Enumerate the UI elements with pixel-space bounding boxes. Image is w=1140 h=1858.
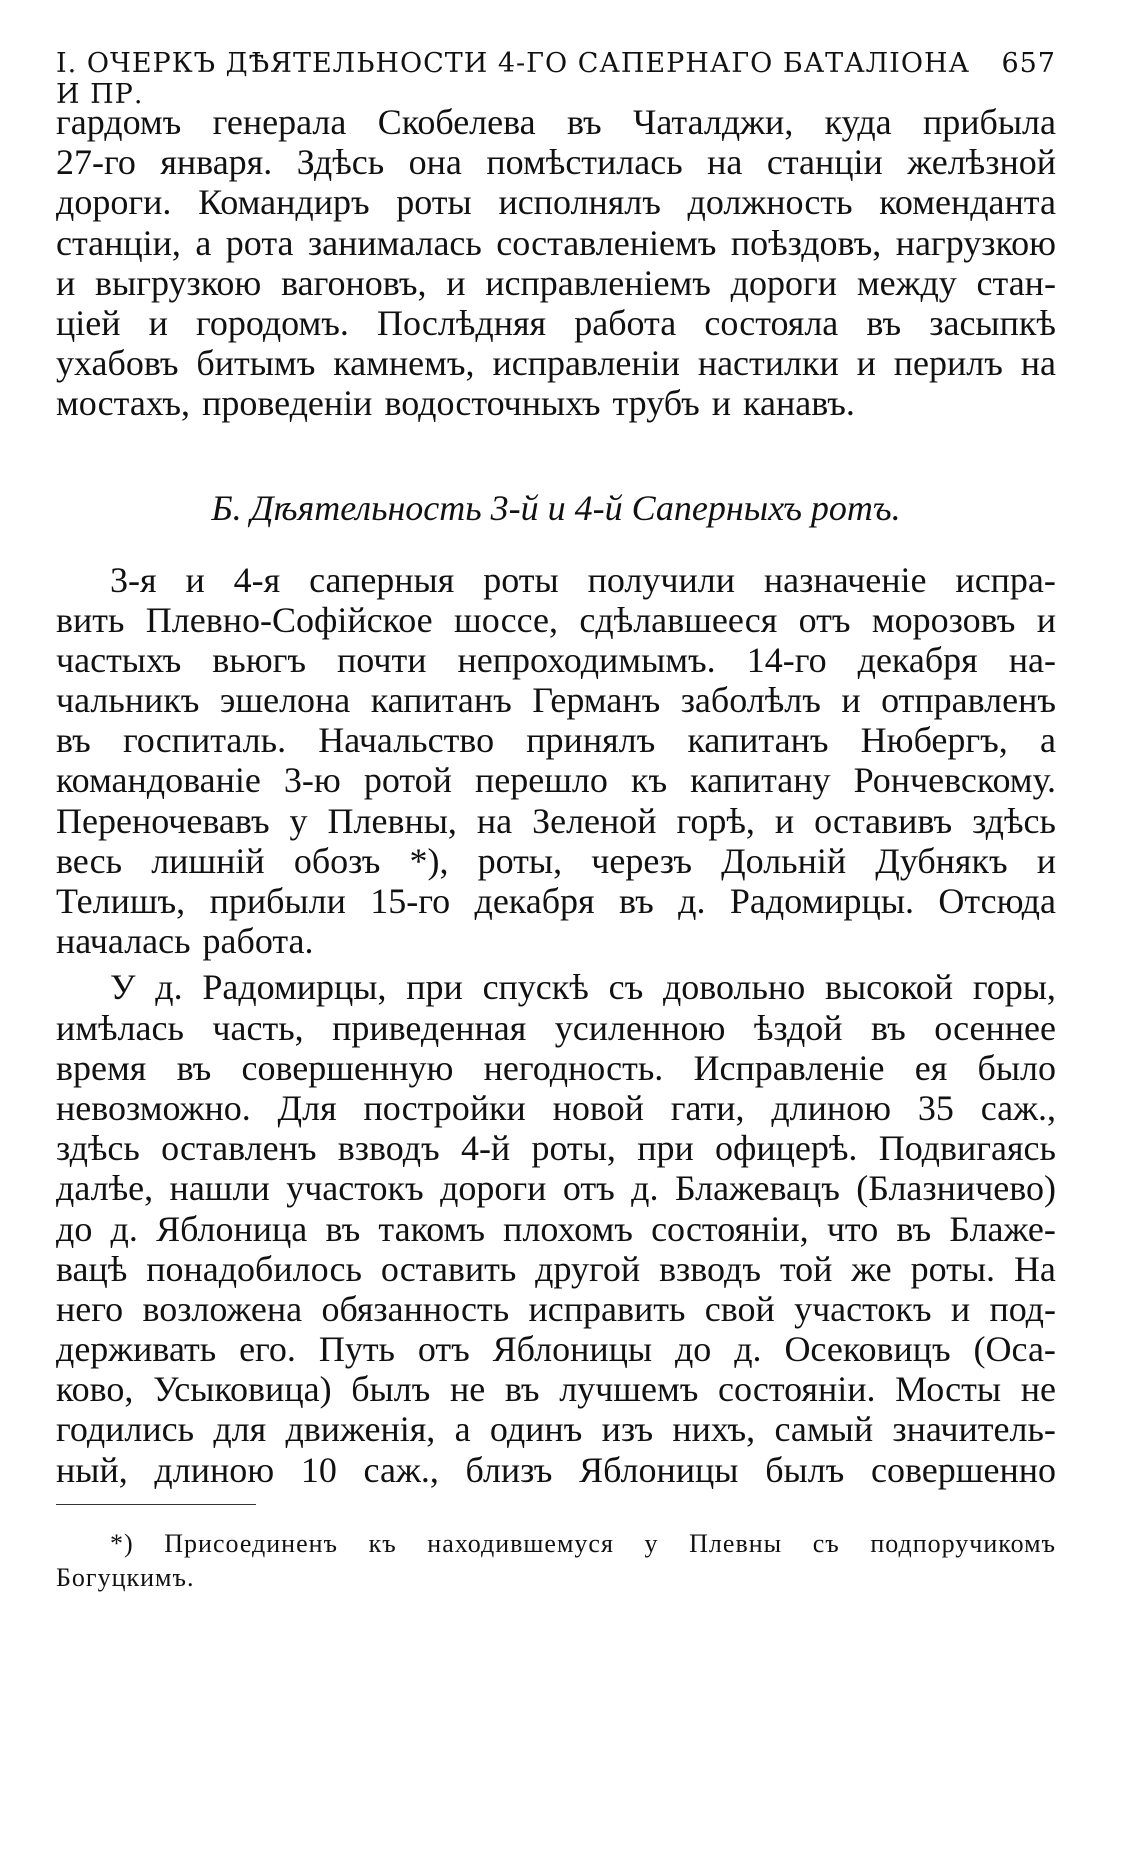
text-line	[56, 1527, 1056, 1561]
word: ея	[914, 1047, 948, 1088]
word: и	[185, 559, 205, 600]
word: настилки	[697, 343, 839, 384]
word: Яблоницы	[579, 1449, 739, 1490]
word: Путь	[318, 1329, 395, 1370]
text-line	[56, 142, 1056, 182]
text-line	[56, 881, 1056, 921]
word: не	[1020, 1369, 1056, 1410]
word: и	[148, 302, 168, 343]
word: капитанъ	[687, 720, 829, 761]
word: Зеленой	[532, 800, 657, 841]
footnote	[56, 1527, 1056, 1595]
word: съ	[608, 967, 644, 1008]
word: Командиръ	[198, 182, 370, 223]
word: той	[779, 1248, 833, 1289]
word: отъ	[798, 599, 851, 640]
word: и	[950, 1288, 971, 1329]
word: приведенная	[332, 1007, 527, 1048]
word: Германъ	[532, 680, 661, 721]
word: исполнялъ	[498, 182, 661, 223]
word: января.	[160, 142, 273, 183]
word: 3-я	[110, 559, 157, 600]
word: ный,	[56, 1449, 128, 1490]
running-head	[56, 48, 1056, 110]
text-line	[56, 1450, 1056, 1490]
word: и	[774, 800, 795, 841]
word: роты	[396, 182, 472, 223]
word: Плевно-Софійское	[145, 599, 433, 640]
word: д.	[631, 1168, 659, 1209]
word: его.	[239, 1329, 296, 1370]
text-line	[56, 1168, 1056, 1208]
word: же	[851, 1248, 892, 1289]
word: на-	[1008, 639, 1056, 680]
word: находившемуся	[427, 1528, 614, 1558]
text-line	[56, 1088, 1056, 1128]
word: ротой	[363, 760, 452, 801]
word: черезъ	[591, 840, 692, 881]
word: исправленіемъ	[485, 262, 711, 303]
word: взводъ	[337, 1128, 440, 1169]
word: длиною	[771, 1087, 892, 1128]
text-line	[56, 223, 1056, 263]
word: въ	[866, 302, 902, 343]
word: въ	[56, 720, 91, 761]
word: Дубнякъ	[875, 840, 1008, 881]
word: Чаталджи,	[632, 102, 794, 142]
word: вагоновъ,	[281, 262, 427, 303]
word: годились	[56, 1409, 195, 1450]
page-number: 657	[1001, 48, 1056, 79]
text-line	[56, 343, 1056, 383]
word: занималась	[307, 222, 482, 263]
word: стан-	[976, 262, 1056, 303]
word: началась	[56, 921, 191, 962]
word: для	[213, 1409, 267, 1450]
word: совершенно	[871, 1449, 1056, 1490]
word: новой	[552, 1087, 644, 1128]
word: усиленною	[554, 1007, 726, 1048]
word: спускѣ	[482, 967, 589, 1008]
word: исправленіи	[492, 343, 680, 384]
word: не	[449, 1369, 486, 1410]
word: отъ	[562, 1168, 615, 1209]
word: декабря	[474, 881, 595, 921]
word: шоссе,	[454, 599, 558, 640]
word: время	[56, 1047, 147, 1088]
word: роты,	[531, 1128, 616, 1169]
word: лишній	[151, 840, 265, 881]
text-line	[56, 967, 1056, 1007]
word: возложена	[142, 1288, 303, 1329]
word: а	[454, 1409, 471, 1450]
word: Отсюда	[938, 881, 1056, 921]
word: Радомирцы.	[729, 881, 915, 921]
text-line	[56, 1289, 1056, 1329]
word: между	[856, 262, 957, 303]
word: Яблоница	[156, 1208, 308, 1249]
word: дороги.	[56, 182, 172, 223]
word: на	[476, 800, 513, 841]
word: и	[56, 262, 76, 303]
word: у	[644, 1528, 659, 1558]
word: участокъ	[286, 1168, 424, 1209]
word: близъ	[465, 1449, 553, 1490]
word: водосточныхъ	[384, 383, 601, 424]
word: работа	[574, 302, 677, 343]
text-line	[56, 921, 1056, 961]
word: другой	[535, 1248, 641, 1289]
word: вить	[56, 599, 125, 640]
word: Мосты	[895, 1369, 1002, 1410]
word: на	[707, 142, 743, 183]
word: негодность.	[483, 1047, 664, 1088]
word: чальникъ	[56, 680, 200, 721]
word: станціи,	[56, 222, 181, 263]
word: частыхъ	[56, 639, 182, 680]
word: перешло	[474, 760, 608, 801]
text-line	[56, 801, 1056, 841]
word: под-	[989, 1288, 1056, 1329]
word: (Блазничево)	[856, 1168, 1056, 1209]
text-line	[56, 1249, 1056, 1289]
word: Осековицъ	[784, 1329, 951, 1370]
word: трубъ	[612, 383, 700, 424]
word: совершенную	[241, 1047, 454, 1088]
word: *),	[409, 840, 449, 881]
word: У	[110, 967, 136, 1008]
word: *)	[110, 1528, 134, 1558]
word: оставить	[380, 1248, 517, 1289]
word: Усыковица)	[153, 1369, 332, 1410]
word: самый	[774, 1409, 874, 1450]
text-line	[56, 560, 1056, 600]
word: взводъ	[659, 1248, 761, 1289]
word: эшелона	[219, 680, 351, 721]
word: д.	[155, 967, 183, 1008]
word: Дольній	[721, 840, 847, 881]
word: испра-	[955, 559, 1056, 600]
word: назначеніе	[763, 559, 927, 600]
word: составленіемъ	[496, 222, 717, 263]
word: мостахъ,	[56, 383, 191, 424]
word: былъ	[351, 1369, 431, 1410]
word: до	[674, 1329, 712, 1370]
word: роты,	[477, 840, 563, 881]
text-line	[56, 303, 1056, 343]
word: Здѣсь	[296, 142, 385, 183]
word: Плевны,	[327, 800, 457, 841]
word: перилъ	[893, 343, 1003, 384]
word: (Оса-	[973, 1329, 1056, 1370]
word: Для	[277, 1087, 337, 1128]
text-line	[56, 1128, 1056, 1168]
word: д.	[110, 1208, 138, 1249]
text-line	[56, 1329, 1056, 1369]
word: госпиталь.	[122, 720, 287, 761]
word: морозовъ	[871, 599, 1016, 640]
word: городомъ.	[196, 302, 349, 343]
word: Богуцкимъ.	[56, 1562, 195, 1592]
word: одинъ	[489, 1409, 583, 1450]
word: въ	[896, 1208, 932, 1249]
word: и	[711, 383, 732, 424]
word: состояла	[704, 302, 839, 343]
word: получили	[587, 559, 735, 600]
word: камнемъ,	[333, 343, 475, 384]
word: поѣздовъ,	[730, 222, 882, 263]
word: невозможно.	[56, 1087, 251, 1128]
word: Нюбергъ,	[860, 720, 1008, 761]
section-heading: Б. Дѣятельность 3-й и 4-й Саперныхъ ротъ.	[211, 487, 901, 528]
word: Блажевацъ	[674, 1168, 840, 1209]
word: ціей	[56, 302, 121, 343]
word: Яблоницы	[492, 1329, 653, 1370]
word: въ	[325, 1208, 361, 1249]
word: 3-ю	[283, 760, 341, 801]
word: отправленъ	[881, 680, 1056, 721]
word: офицерѣ.	[715, 1128, 858, 1169]
word: дороги	[440, 1168, 547, 1209]
word: вацѣ	[56, 1248, 128, 1289]
running-head-title: I. ОЧЕРКЪ ДѢЯТЕЛЬНОСТИ 4-ГО САПЕРНАГО БАТАЛІОНА И ПР.	[56, 48, 970, 110]
word: сдѣлавшееся	[579, 599, 778, 640]
word: исправить	[528, 1288, 686, 1329]
book-page	[56, 48, 1056, 1595]
word: Плевны	[689, 1528, 783, 1558]
word: выгрузкою	[95, 262, 262, 303]
word: саж.,	[980, 1087, 1056, 1128]
word: ково,	[56, 1369, 134, 1410]
word: прибыли	[209, 881, 346, 921]
word: куда	[824, 102, 892, 142]
word: свой	[704, 1288, 775, 1329]
word: засыпкѣ	[929, 302, 1056, 343]
word: къ	[368, 1528, 397, 1558]
text-line	[56, 263, 1056, 303]
word: 4-й	[460, 1128, 511, 1169]
word: коменданта	[879, 182, 1056, 223]
word: Скобелева	[377, 102, 536, 142]
text-line	[56, 1008, 1056, 1048]
word: 35	[917, 1087, 954, 1128]
word: 27-го	[56, 142, 136, 183]
word: Подвигаясь	[878, 1128, 1056, 1169]
word: Телишъ,	[56, 881, 186, 921]
word: обязанность	[321, 1288, 510, 1329]
word: съ	[812, 1528, 840, 1558]
word: 15-го	[370, 881, 451, 921]
word: капитанъ	[370, 680, 512, 721]
text-line	[56, 720, 1056, 760]
word: держивать	[56, 1329, 217, 1370]
text-line	[56, 182, 1056, 222]
word: что	[826, 1208, 879, 1249]
word: оставивъ	[814, 800, 953, 841]
word: битымъ	[196, 343, 316, 384]
paragraph-3	[56, 967, 1056, 1489]
word: генерала	[212, 102, 347, 142]
word: гардомъ	[56, 102, 182, 142]
word: здѣсь	[56, 1128, 140, 1169]
word: непроходимымъ.	[457, 639, 716, 680]
paragraph-1	[56, 102, 1056, 424]
word: въ	[176, 1047, 212, 1088]
word: осеннее	[934, 1007, 1056, 1048]
word: помѣстилась	[486, 142, 683, 183]
word: заболѣлъ	[680, 680, 821, 721]
word: и	[841, 680, 861, 721]
word: должность	[687, 182, 853, 223]
word: Рончевскому.	[853, 760, 1056, 801]
text-line	[56, 1209, 1056, 1249]
word: постройки	[363, 1087, 526, 1128]
word: ѣздой	[753, 1007, 843, 1048]
word: плохомъ	[503, 1208, 633, 1249]
word: декабря	[857, 639, 978, 680]
word: понадобилось	[146, 1248, 362, 1289]
word: и	[1036, 840, 1056, 881]
word: работа.	[202, 921, 314, 962]
word: весь	[56, 840, 123, 881]
word: далѣе,	[56, 1168, 154, 1209]
word: часть,	[212, 1007, 304, 1048]
word: къ	[630, 760, 668, 801]
text-line	[56, 383, 1056, 423]
text-line	[56, 1369, 1056, 1409]
word: а	[195, 222, 212, 263]
word: въ	[871, 1007, 906, 1048]
word: Блаже-	[949, 1208, 1056, 1249]
word: нашли	[169, 1168, 270, 1209]
word: нагрузкою	[895, 222, 1056, 263]
word: довольно	[662, 967, 806, 1008]
word: на	[1020, 343, 1056, 384]
text-line	[56, 600, 1056, 640]
word: такомъ	[378, 1208, 485, 1249]
word: саж.,	[363, 1449, 439, 1490]
word: рота	[225, 222, 294, 263]
text-line	[56, 1048, 1056, 1088]
word: до	[56, 1208, 93, 1249]
word: 4-я	[233, 559, 281, 600]
word: Переночевавъ	[56, 800, 270, 841]
word: Исправленіе	[693, 1047, 885, 1088]
word: движенія,	[285, 1409, 436, 1450]
text-line	[56, 841, 1056, 881]
word: значитель-	[892, 1409, 1056, 1450]
word: нихъ,	[672, 1409, 756, 1450]
word: прибыла	[922, 102, 1056, 142]
word: подпоручикомъ	[870, 1528, 1056, 1558]
word: былъ	[765, 1449, 845, 1490]
word: въ	[566, 102, 602, 142]
text-line	[56, 680, 1056, 720]
word: при	[406, 967, 463, 1008]
word: отъ	[417, 1329, 470, 1370]
word: горы,	[972, 967, 1056, 1008]
word: оставленъ	[161, 1128, 317, 1169]
word: было	[977, 1047, 1056, 1088]
word: д.	[678, 881, 706, 921]
word: высокой	[824, 967, 954, 1008]
word: 10	[300, 1449, 337, 1490]
word: принялъ	[526, 720, 656, 761]
word: командованіе	[56, 760, 261, 801]
text-line	[56, 640, 1056, 680]
word: канавъ.	[743, 383, 855, 424]
word: изъ	[601, 1409, 654, 1450]
word: Радомирцы,	[202, 967, 387, 1008]
word: здѣсь	[972, 800, 1056, 841]
word: 14-го	[746, 639, 827, 680]
word: при	[637, 1128, 694, 1169]
word: д.	[734, 1329, 762, 1370]
word: въ	[619, 881, 654, 921]
word: роты	[483, 559, 559, 600]
word: она	[408, 142, 462, 183]
word: лучшемъ	[559, 1369, 699, 1410]
word: роты.	[910, 1248, 996, 1289]
footnote-divider	[56, 1504, 256, 1505]
word: саперныя	[309, 559, 455, 600]
word: состояніи,	[651, 1208, 809, 1249]
text-line	[56, 760, 1056, 800]
word: и	[446, 262, 466, 303]
word: вьюгъ	[212, 639, 306, 680]
word: въ	[504, 1369, 540, 1410]
text-line	[56, 1409, 1056, 1449]
word: него	[56, 1288, 124, 1329]
word: имѣлась	[56, 1007, 184, 1048]
word: и	[856, 343, 876, 384]
word: у	[289, 800, 308, 841]
word: станціи	[766, 142, 883, 183]
word: длиною	[154, 1449, 275, 1490]
word: состояніи.	[718, 1369, 876, 1410]
text-line	[56, 1561, 1056, 1595]
word: капитану	[690, 760, 831, 801]
word: участокъ	[794, 1288, 932, 1329]
word: и	[1036, 599, 1056, 640]
word: горѣ,	[676, 800, 755, 841]
word: Присоединенъ	[164, 1528, 338, 1558]
word: гати,	[670, 1087, 745, 1128]
word: На	[1013, 1248, 1056, 1289]
word: дороги	[730, 262, 838, 303]
word: Начальство	[318, 720, 495, 761]
word: обозъ	[293, 840, 381, 881]
word: почти	[337, 639, 427, 680]
word: желѣзной	[907, 142, 1056, 183]
word: ухабовъ	[56, 343, 179, 384]
paragraph-2	[56, 560, 1056, 962]
word: Послѣдняя	[377, 302, 547, 343]
word: проведеніи	[202, 383, 373, 424]
word: а	[1039, 720, 1056, 761]
